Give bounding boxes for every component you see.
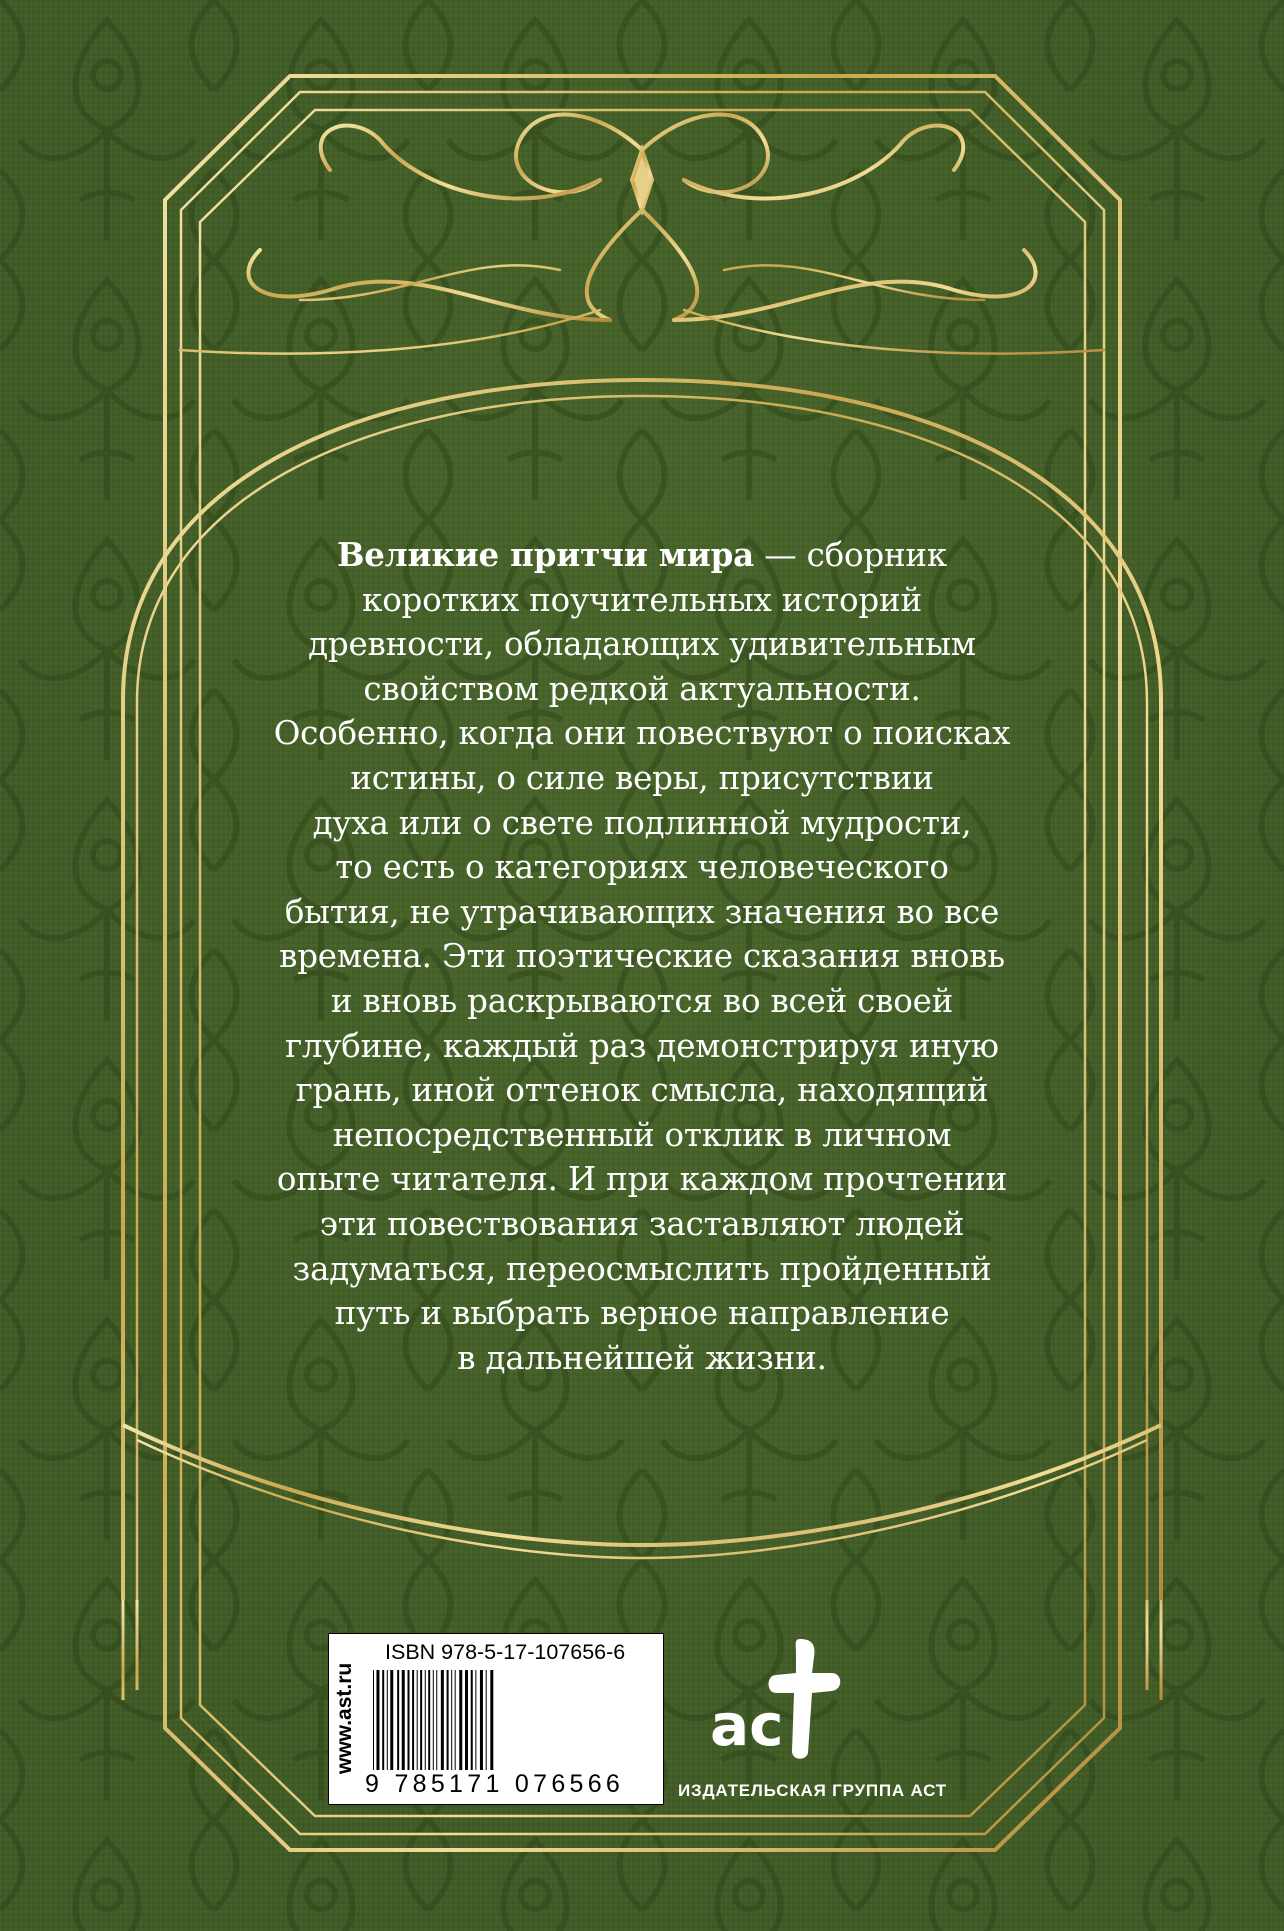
barcode-bar [451, 1670, 452, 1770]
barcode-bar [447, 1670, 449, 1770]
barcode-bar [433, 1670, 434, 1770]
barcode-bar [373, 1670, 374, 1770]
blurb-line: Особенно, когда они повествуют о поисках [273, 714, 1011, 753]
cross-logo-icon [708, 1633, 848, 1763]
blurb-line: бытия, не утрачивающих значения во все [284, 892, 1000, 931]
blurb-line: эти повествования заставляют людей [319, 1204, 965, 1243]
blurb-lead-line [250, 533, 1034, 578]
blurb-line: древности, обладающих удивительным [308, 625, 976, 664]
blurb-line: опыте читателя. И при каждом прочтении [276, 1160, 1008, 1199]
blurb-line: духа или о свете подлинной мудрости, [312, 803, 972, 842]
barcode-bar [397, 1670, 399, 1770]
book-title-bold: Великие притчи мира [337, 535, 755, 574]
blurb-line: времена. Эти поэтические сказания вновь [279, 937, 1005, 976]
barcode-bar [465, 1670, 468, 1770]
publisher-name: ИЗДАТЕЛЬСКАЯ ГРУППА АСТ [678, 1781, 947, 1800]
blurb-line: то есть о категориях человеческого [335, 848, 949, 887]
logo-text: ac [710, 1691, 784, 1759]
blurb-line: истины, о силе веры, присутствии [350, 758, 934, 797]
isbn-label: ISBN 978-5-17-107656-6 [385, 1640, 626, 1664]
barcode-bar [480, 1670, 483, 1770]
barcode-bar [490, 1670, 493, 1770]
filigree-ornament [180, 115, 1104, 354]
blurb-line: грань, иной оттенок смысла, находящий [295, 1071, 989, 1110]
barcode-bar [428, 1670, 430, 1770]
barcode-bar [408, 1670, 410, 1770]
blurb-line: в дальнейшей жизни. [457, 1338, 827, 1377]
barcode-bar [390, 1670, 393, 1770]
barcode-bar [382, 1670, 384, 1770]
barcode-bar [387, 1670, 388, 1770]
barcode-bar [455, 1670, 456, 1770]
barcode-bar [417, 1670, 418, 1770]
ean-number: 9 785171 076566 [365, 1770, 625, 1798]
blurb-line: путь и выбрать верное направление [334, 1294, 950, 1333]
website-label: www.ast.ru [333, 1662, 356, 1774]
barcode-bar [412, 1670, 414, 1770]
barcode-icon [369, 1670, 659, 1770]
barcode-block [328, 1633, 664, 1805]
blurb-text [250, 533, 1034, 1380]
barcode-bar [475, 1670, 476, 1770]
barcode-bar [486, 1670, 487, 1770]
blurb-lead-rest: — сборник [754, 536, 947, 574]
blurb-line: и вновь раскрываются во всей своей [330, 981, 954, 1020]
blurb-line: свойством редкой актуальности. [363, 669, 921, 708]
blurb-line: коротких поучительных историй [362, 580, 922, 619]
blurb-line: глубине, каждый раз демонстрируя иную [285, 1026, 999, 1065]
blurb-line: задуматься, переосмыслить пройденный [292, 1249, 992, 1288]
barcode-bar [471, 1670, 473, 1770]
barcode-bar [425, 1670, 426, 1770]
barcode-bar [459, 1670, 462, 1770]
barcode-bar [376, 1670, 379, 1770]
barcode-bar [436, 1670, 437, 1770]
barcode-bar [441, 1670, 444, 1770]
blurb-line: непосредственный отклик в личном [332, 1115, 952, 1154]
barcode-bar [402, 1670, 405, 1770]
barcode-bar [420, 1670, 422, 1770]
